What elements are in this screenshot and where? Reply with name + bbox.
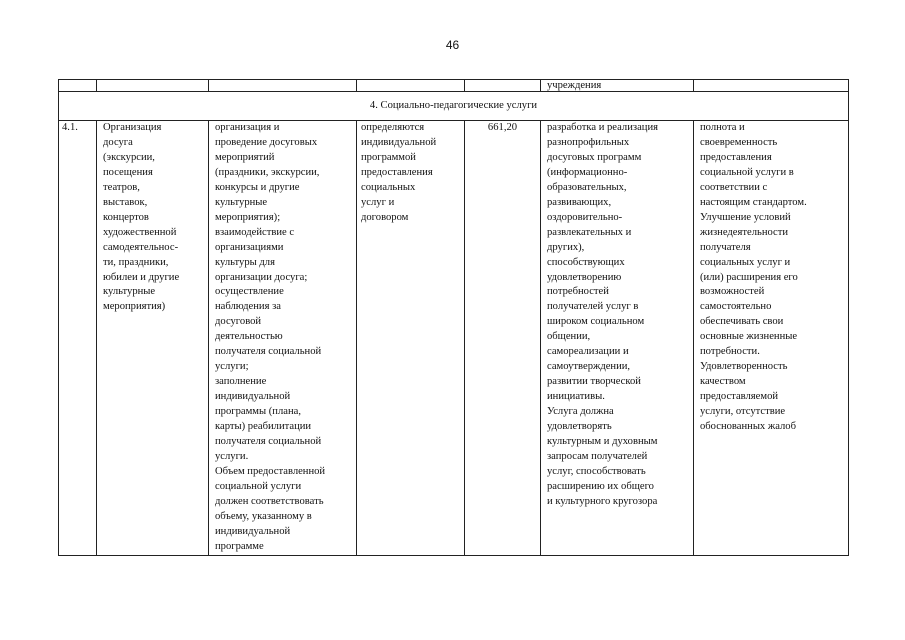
cell-text-line: разработка и реализация: [547, 122, 658, 133]
service-name: [97, 121, 209, 556]
cell-text-line: соответствии с: [700, 181, 768, 193]
cell-text-line: посещения: [103, 166, 153, 178]
section-heading: 4. Социально-педагогические услуги: [59, 92, 849, 121]
cell-text-line: самореализации и: [547, 346, 629, 358]
cell-text-line: социальных: [361, 181, 416, 193]
table-cell: [465, 80, 541, 92]
cell-text-line: социальных услуг и: [700, 256, 791, 268]
cell-text-line: услуги.: [215, 450, 249, 462]
cell-text-line: конкурсы и другие: [215, 181, 300, 193]
table-cell: [59, 80, 97, 92]
cell-text-line: общении,: [547, 331, 591, 343]
cell-text-line: Удовлетворенность: [700, 361, 788, 373]
cell-text-line: самостоятельно: [700, 301, 772, 313]
cell-text-line: других),: [547, 241, 585, 253]
cell-text-line: (экскурсии,: [103, 151, 155, 163]
cell-text-line: потребности.: [700, 346, 760, 358]
cell-text-line: широком социальном: [547, 316, 645, 328]
cell-text-line: Организация: [103, 122, 162, 133]
cell-text-line: возможностей: [700, 286, 765, 298]
cell-text-line: культуры для: [215, 256, 275, 268]
cell-text-line: Улучшение условий: [700, 211, 791, 223]
cell-text-line: взаимодействие с: [215, 226, 295, 238]
cell-text-line: развитии творческой: [547, 376, 641, 388]
cell-text-line: разнопрофильных: [547, 136, 630, 148]
service-number: 4.1.: [59, 121, 97, 556]
cell-text-line: (или) расширения его: [700, 271, 798, 283]
cell-text-line: получателя социальной: [215, 346, 322, 358]
cell-text-line: организациями: [215, 241, 284, 253]
cell-text-line: концертов: [103, 211, 149, 223]
cell-text-line: предоставляемой: [700, 391, 779, 403]
continuation-row: [59, 80, 849, 92]
cell-text-line: театров,: [103, 181, 140, 193]
cell-text-line: образовательных,: [547, 181, 627, 193]
cell-text-line: получателей услуг в: [547, 301, 639, 313]
cell-text-line: программы (плана,: [215, 406, 301, 418]
cell-text-line: (праздники, экскурсии,: [215, 166, 320, 178]
cell-text-line: качеством: [700, 376, 746, 388]
services-table: [58, 79, 849, 556]
table-cell: [357, 80, 465, 92]
cell-text-line: (информационно-: [547, 166, 628, 178]
cell-text-line: наблюдения за: [215, 301, 281, 313]
cell-text-line: запросам получателей: [547, 450, 648, 462]
cell-text-line: заполнение: [215, 376, 267, 388]
cell-text-line: социальной услуги: [215, 480, 302, 492]
cell-text-line: культурным и духовным: [547, 436, 658, 448]
service-description: [209, 121, 357, 556]
cell-text-line: удовлетворению: [547, 271, 622, 283]
cell-text-line: услуги;: [215, 361, 249, 373]
table-cell: [694, 80, 849, 92]
cell-text-line: индивидуальной: [361, 136, 437, 148]
table-cell: [209, 80, 357, 92]
cell-text-line: самодеятельнос-: [103, 241, 179, 253]
cell-text-line: досуга: [103, 136, 133, 148]
cell-text-line: жизнедеятельности: [700, 226, 789, 238]
cell-text-line: полнота и: [700, 122, 745, 133]
evaluation-criteria: [694, 121, 849, 556]
cell-text-line: организации досуга;: [215, 271, 308, 283]
cell-text-line: получателя социальной: [215, 436, 322, 448]
cell-text-line: культурные: [103, 286, 156, 298]
cell-text-line: самоутверждении,: [547, 361, 631, 373]
cell-text-line: обеспечивать свои: [700, 316, 784, 328]
cell-text-line: мероприятия): [103, 301, 166, 313]
cell-text-line: юбилеи и другие: [103, 271, 180, 283]
cell-text-line: предоставления: [361, 166, 433, 178]
cell-text-line: должен соответствовать: [215, 495, 324, 507]
cell-text-line: объему, указанному в: [215, 510, 312, 522]
page-number: 46: [445, 38, 460, 52]
cell-text-line: проведение досуговых: [215, 136, 318, 148]
cell-text-line: развивающих,: [547, 196, 612, 208]
cell-text-line: программой: [361, 151, 416, 163]
cell-text-line: услуг, способствовать: [547, 465, 646, 477]
cell-text-line: услуг и: [361, 196, 395, 208]
cell-text-line: программе: [215, 540, 264, 552]
cell-text-line: основные жизненные: [700, 331, 798, 343]
table-cell: учреждения: [541, 80, 694, 92]
cell-text-line: досуговой: [215, 316, 262, 328]
cell-text-line: ти, праздники,: [103, 256, 169, 268]
cell-text-line: обоснованных жалоб: [700, 421, 796, 433]
cell-text-line: социальной услуги в: [700, 166, 794, 178]
cell-text-line: деятельностью: [215, 331, 283, 343]
cell-text-line: оздоровительно-: [547, 211, 623, 223]
section-heading-row: [59, 92, 849, 121]
cell-text-line: потребностей: [547, 286, 609, 298]
cell-text-line: досуговых программ: [547, 151, 642, 163]
cell-text-line: услуги, отсутствие: [700, 406, 786, 418]
cell-text-line: мероприятия);: [215, 211, 281, 223]
service-term: [357, 121, 465, 556]
cell-text-line: индивидуальной: [215, 525, 291, 537]
cell-text-line: Услуга должна: [547, 406, 614, 418]
cell-text-line: удовлетворять: [547, 421, 612, 433]
quality-indicators: [541, 121, 694, 556]
cell-text-line: настоящим стандартом.: [700, 196, 807, 208]
cell-text-line: Объем предоставленной: [215, 465, 326, 477]
cell-text-line: своевременность: [700, 136, 778, 148]
cell-text-line: договором: [361, 211, 409, 223]
table-cell: [97, 80, 209, 92]
cell-text-line: карты) реабилитации: [215, 421, 312, 433]
cell-text-line: художественной: [103, 226, 177, 238]
cell-text-line: предоставления: [700, 151, 772, 163]
cell-text-line: расширению их общего: [547, 480, 654, 492]
table-row: [59, 121, 849, 556]
cell-text-line: мероприятий: [215, 151, 275, 163]
cell-text-line: инициативы.: [547, 391, 605, 403]
cell-text-line: индивидуальной: [215, 391, 291, 403]
cell-text-line: получателя: [700, 241, 751, 253]
cell-text-line: и культурного кругозора: [547, 495, 658, 507]
cell-text-line: культурные: [215, 196, 268, 208]
cell-text-line: организация и: [215, 122, 280, 133]
cell-text-line: способствующих: [547, 256, 625, 268]
service-tariff: 661,20: [465, 121, 541, 556]
cell-text-line: осуществление: [215, 286, 284, 298]
cell-text-line: выставок,: [103, 196, 148, 208]
cell-text-line: развлекательных и: [547, 226, 632, 238]
cell-text-line: определяются: [361, 122, 425, 133]
